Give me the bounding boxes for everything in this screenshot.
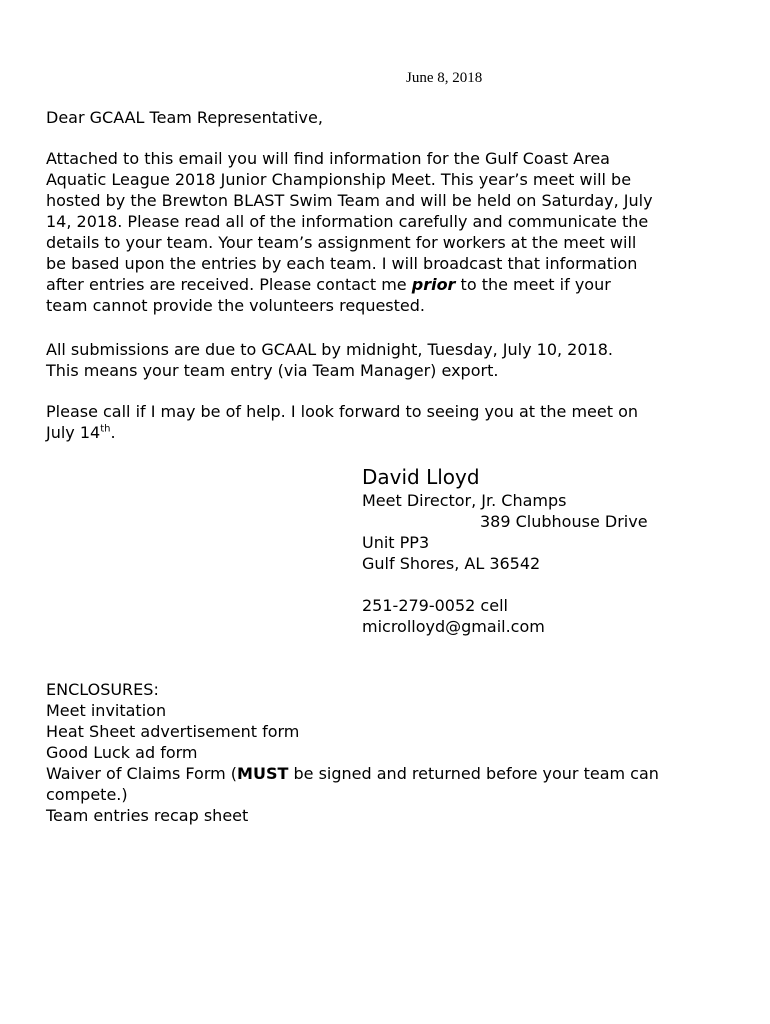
paragraph-line: hosted by the Brewton BLAST Swim Team and will be held on Saturday, July (46, 191, 653, 210)
paragraph-line: Please call if I may be of help. I look forward to seeing you at the meet on (46, 402, 639, 421)
paragraph-line: 14, 2018. Please read all of the information carefully and communicate the (46, 212, 649, 231)
enclosure-item: Meet invitation (46, 701, 167, 720)
paragraph-line: details to your team. Your team’s assignment for workers at the meet will (46, 233, 637, 252)
paragraph-line (46, 422, 726, 443)
enclosure-item: Heat Sheet advertisement form (46, 722, 300, 741)
paragraph-deadline (46, 339, 726, 381)
address-city-state-zip: Gulf Shores, AL 36542 (362, 554, 541, 573)
address-line-1: 389 Clubhouse Drive (480, 512, 648, 531)
enclosures-list (46, 679, 736, 826)
ordinal-suffix: th (100, 423, 111, 435)
emphasis-must: MUST (237, 764, 289, 783)
enclosure-item (46, 763, 736, 805)
paragraph-line: Aquatic League 2018 Junior Championship Meet. This year’s meet will be (46, 170, 632, 189)
enclosure-text: Waiver of Claims Form ( (46, 764, 238, 783)
phone-number: 251-279-0052 cell (362, 596, 508, 615)
emphasis-prior: prior (411, 275, 456, 294)
enclosure-text: be signed and returned before your team can compete.) (46, 764, 659, 804)
paragraph-text: to the meet if your (455, 275, 611, 294)
email-address: microlloyd@gmail.com (362, 617, 545, 636)
paragraph-line: team cannot provide the volunteers requested. (46, 296, 425, 315)
signer-title: Meet Director, Jr. Champs (362, 491, 567, 510)
paragraph-line: be based upon the entries by each team. I will broadcast that information (46, 254, 638, 273)
letter-date: June 8, 2018 (406, 70, 483, 86)
signature-block (362, 464, 742, 637)
paragraph-text: July 14 (46, 423, 101, 442)
paragraph-line: All submissions are due to GCAAL by midnight, Tuesday, July 10, 2018. (46, 340, 613, 359)
paragraph-text: after entries are received. Please contact me (46, 275, 412, 294)
address-line-2: Unit PP3 (362, 533, 430, 552)
enclosures-heading: ENCLOSURES: (46, 680, 159, 699)
enclosure-item: Team entries recap sheet (46, 806, 249, 825)
spacer (362, 574, 742, 595)
paragraph-attachment-info (46, 148, 728, 316)
enclosure-item: Good Luck ad form (46, 743, 198, 762)
signer-name: David Lloyd (362, 465, 480, 489)
paragraph-line (46, 274, 728, 295)
greeting: Dear GCAAL Team Representative, (46, 108, 323, 127)
paragraph-line: This means your team entry (via Team Manager) export. (46, 361, 499, 380)
paragraph-line: Attached to this email you will find information for the Gulf Coast Area (46, 149, 610, 168)
paragraph-closing (46, 401, 726, 443)
paragraph-text: . (110, 423, 116, 442)
